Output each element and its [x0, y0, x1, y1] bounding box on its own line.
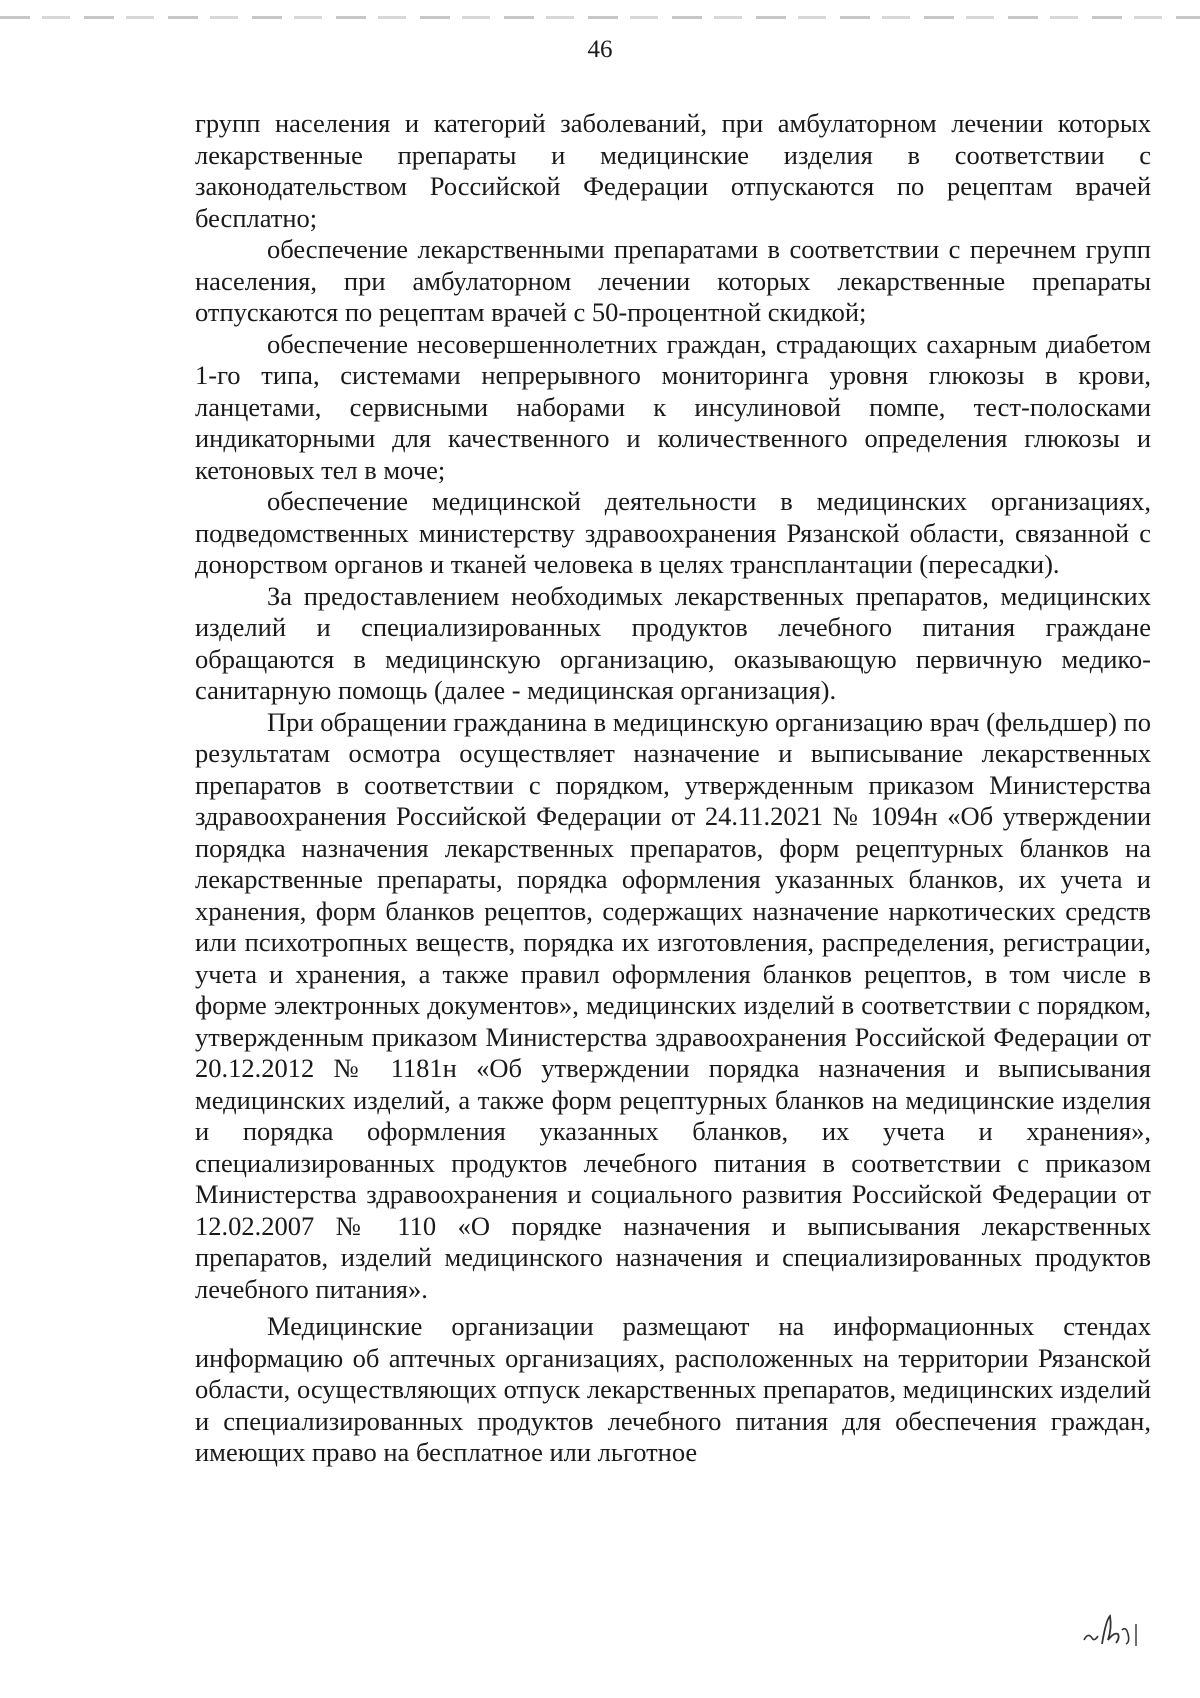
- paragraph-3: обеспечение несовершеннолетних граждан, страдающих сахарным диабетом 1-го типа, системами непрерывного мониторинга уровня глюкозы в крови, ланцетами, сервисными наборами к инсулиновой помпе, тест-полосками индикаторными для качественного и количественного определения глюкозы и кетоновых тел в моче;: [195, 328, 1151, 485]
- handwritten-initials-icon: [1080, 1610, 1160, 1650]
- paragraph-4: обеспечение медицинской деятельности в медицинских организациях, подведомственных министерству здравоохранения Рязанской области, связанной с донорством органов и тканей человека в целях трансплантации (пересадки).: [195, 486, 1151, 579]
- page-number: 46: [587, 36, 613, 63]
- paragraph-1: групп населения и категорий заболеваний, при амбулаторном лечении которых лекарственные препараты и медицинские изделия в соответствии с законодательством Российской Федерации отпускаются по рецептам врачей бесплатно;: [195, 108, 1151, 233]
- paragraph-6: При обращении гражданина в медицинскую организацию врач (фельдшер) по результатам осмотра осуществляет назначение и выписывание лекарственных препаратов в соответствии с порядком, утвержденным приказом Министерства здравоохранения Российской Федерации от 24.11.2021 № 1094н «Об утверждении порядка назначения лекарственных препаратов, форм рецептурных бланков на лекарственные препараты, порядка оформления указанных бланков, их учета и хранения, форм бланков рецептов, содержащих назначение наркотических средств или психотропных веществ, порядка их изготовления, распределения, регистрации, учета и хранения, а также правил оформления бланков рецептов, в том числе в форме электронных документов», медицинских изделий в соответствии с порядком, утвержденным приказом Министерства здравоохранения Российской Федерации от 20.12.2012 № 1181н «Об утверждении порядка назначения и выписывания медицинских изделий, а также форм рецептурных бланков на медицинские изделия и порядка оформления указанных бланков, их учета и хранения», специализированных продуктов лечебного питания в соответствии с приказом Министерства здравоохранения и социального развития Российской Федерации от 12.02.2007 № 110 «О порядке назначения и выписывания лекарственных препаратов, изделий медицинского назначения и специализированных продуктов лечебного питания».: [195, 706, 1151, 1304]
- paragraph-2: обеспечение лекарственными препаратами в соответствии с перечнем групп населения, при амбулаторном лечении которых лекарственные препараты отпускаются по рецептам врачей с 50-процентной скидкой;: [195, 234, 1151, 327]
- document-body: [195, 108, 1151, 1469]
- paragraph-5: За предоставлением необходимых лекарственных препаратов, медицинских изделий и специализированных продуктов лечебного питания граждане обращаются в медицинскую организацию, оказывающую первичную медико-санитарную помощь (далее - медицинская организация).: [195, 580, 1151, 705]
- scan-edge-artifact: [0, 16, 1200, 19]
- paragraph-7: Медицинские организации размещают на информационных стендах информацию об аптечных организациях, расположенных на территории Рязанской области, осуществляющих отпуск лекарственных препаратов, медицинских изделий и специализированных продуктов лечебного питания для обеспечения граждан, имеющих право на бесплатное или льготное: [195, 1311, 1151, 1467]
